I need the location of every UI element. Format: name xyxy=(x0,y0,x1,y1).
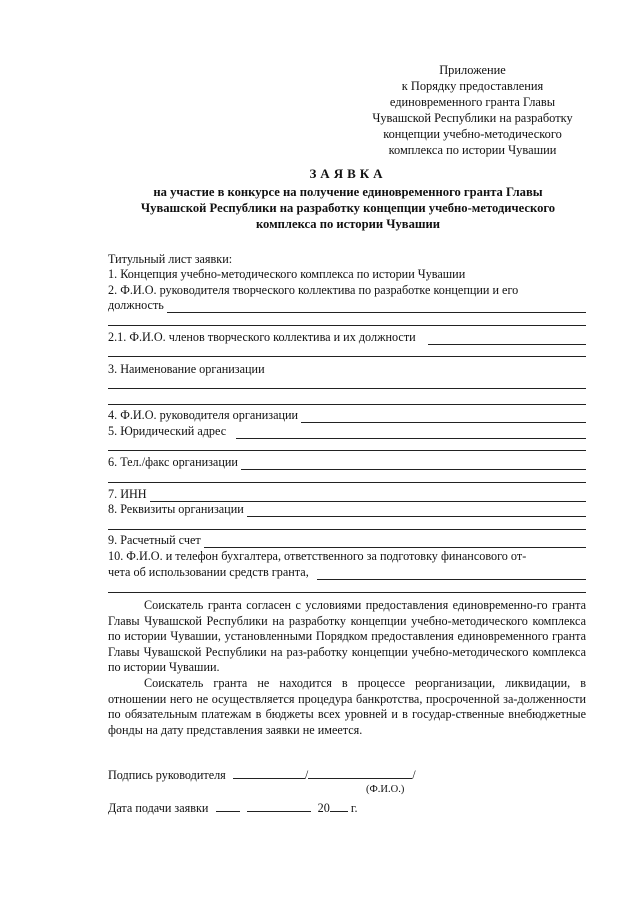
item-7-text: 7. ИНН xyxy=(108,487,147,501)
leader-extra-line[interactable] xyxy=(108,325,586,326)
requisites-line[interactable] xyxy=(108,529,586,530)
date-year-field[interactable] xyxy=(330,800,348,812)
team-members-field[interactable] xyxy=(428,333,586,345)
subtitle-line: комплекса по истории Чувашии xyxy=(255,217,441,231)
item-5[interactable] xyxy=(108,424,586,439)
leader-name-field[interactable] xyxy=(167,301,586,313)
item-6-text: 6. Тел./факс организации xyxy=(108,455,238,469)
appendix-line: концепции учебно-методического xyxy=(383,127,562,141)
item-2-field[interactable] xyxy=(108,298,586,313)
account-field[interactable] xyxy=(204,536,586,548)
document-title: ЗАЯВКА xyxy=(309,166,387,181)
item-3-text: 3. Наименование организации xyxy=(108,362,265,376)
appendix-line: комплекса по истории Чувашии xyxy=(388,143,557,157)
item-10-text: 10. Ф.И.О. и телефон бухгалтера, ответственного за подготовку финансового от- xyxy=(108,549,527,563)
item-1 xyxy=(108,267,586,282)
appendix-line: Чувашской Республики на разработку xyxy=(372,111,573,125)
subtitle-line: Чувашской Республики на разработку концепции учебно-методического xyxy=(140,201,556,215)
fio-note: (Ф.И.О.) xyxy=(366,784,405,795)
item-1-text: 1. Концепция учебно-методического комплекса по истории Чувашии xyxy=(108,267,466,281)
team-members-line[interactable] xyxy=(108,356,586,357)
accountant-field[interactable] xyxy=(317,568,586,580)
year-suffix: г. xyxy=(350,801,358,815)
item-2-1[interactable] xyxy=(108,330,586,345)
slash: / xyxy=(412,768,416,782)
title-sheet-label xyxy=(108,252,586,267)
appendix-line: Приложение xyxy=(439,63,506,77)
inn-field[interactable] xyxy=(150,490,586,502)
legal-address-field[interactable] xyxy=(236,427,586,439)
appendix-line: к Порядку предоставления xyxy=(401,79,544,93)
subtitle-line: на участие в конкурсе на получение единовременного гранта Главы xyxy=(153,185,543,199)
item-8[interactable] xyxy=(108,502,586,517)
item-3 xyxy=(108,362,586,377)
status-text: Соискатель гранта не находится в процессе реорганизации, ликвидации, в отношении него не осуществляется процедура банкротства, просроченной за-долженности по обязательным платежам в бюджеты всех уровней и в государ-ственные внебюджетные фонды на дату представления заявки не имеется. xyxy=(108,676,586,737)
document-subtitle xyxy=(108,184,588,232)
appendix-line: единовременного гранта Главы xyxy=(389,95,556,109)
status-paragraph xyxy=(108,676,586,738)
slash: / xyxy=(304,768,309,782)
title-sheet-text: Титульный лист заявки: xyxy=(108,252,233,266)
item-10-cont-text: чета об использовании средств гранта, xyxy=(108,565,309,579)
date-month-field[interactable] xyxy=(247,800,311,812)
date-label: Дата подачи заявки xyxy=(108,801,209,815)
legal-address-line[interactable] xyxy=(108,450,586,451)
organization-name-line-1[interactable] xyxy=(108,388,586,389)
consent-paragraph xyxy=(108,598,586,676)
date-row xyxy=(108,800,358,816)
item-10-line1 xyxy=(108,549,586,564)
item-9[interactable] xyxy=(108,533,586,548)
item-4-text: 4. Ф.И.О. руководителя организации xyxy=(108,408,299,422)
signature-field[interactable] xyxy=(233,767,305,779)
item-7[interactable] xyxy=(108,487,586,502)
requisites-field[interactable] xyxy=(247,505,586,517)
consent-text: Соискатель гранта согласен с условиями предоставления единовременно-го гранта Главы Чувашской Республики на разработку концепции учебно-методического комплекса по истории Чувашии, установленными Порядком предоставления единовременного гранта Главы Чувашской Республики на раз-работку концепции учебно-методического комплекса по истории Чувашии. xyxy=(108,598,586,675)
item-2-text: 2. Ф.И.О. руководителя творческого коллектива по разработке концепции и его xyxy=(108,283,519,297)
phone-fax-field[interactable] xyxy=(241,458,586,470)
appendix-block xyxy=(350,62,595,158)
item-5-text: 5. Юридический адрес xyxy=(108,424,227,438)
item-8-text: 8. Реквизиты организации xyxy=(108,502,244,516)
item-9-text: 9. Расчетный счет xyxy=(108,533,201,547)
item-2-position-text: должность xyxy=(108,298,164,312)
org-head-field[interactable] xyxy=(301,411,586,423)
signature-fio-field[interactable] xyxy=(308,767,412,779)
signature-row xyxy=(108,767,416,783)
date-day-field[interactable] xyxy=(216,800,240,812)
accountant-line[interactable] xyxy=(108,592,586,593)
signature-label: Подпись руководителя xyxy=(108,768,226,782)
item-2-line1 xyxy=(108,283,586,298)
organization-name-line-2[interactable] xyxy=(108,404,586,405)
item-6[interactable] xyxy=(108,455,586,470)
item-4[interactable] xyxy=(108,408,586,423)
item-10-line2[interactable] xyxy=(108,565,586,580)
item-2-1-text: 2.1. Ф.И.О. членов творческого коллектива и их должности xyxy=(108,330,416,344)
year-prefix: 20 xyxy=(317,801,330,815)
phone-fax-line[interactable] xyxy=(108,482,586,483)
